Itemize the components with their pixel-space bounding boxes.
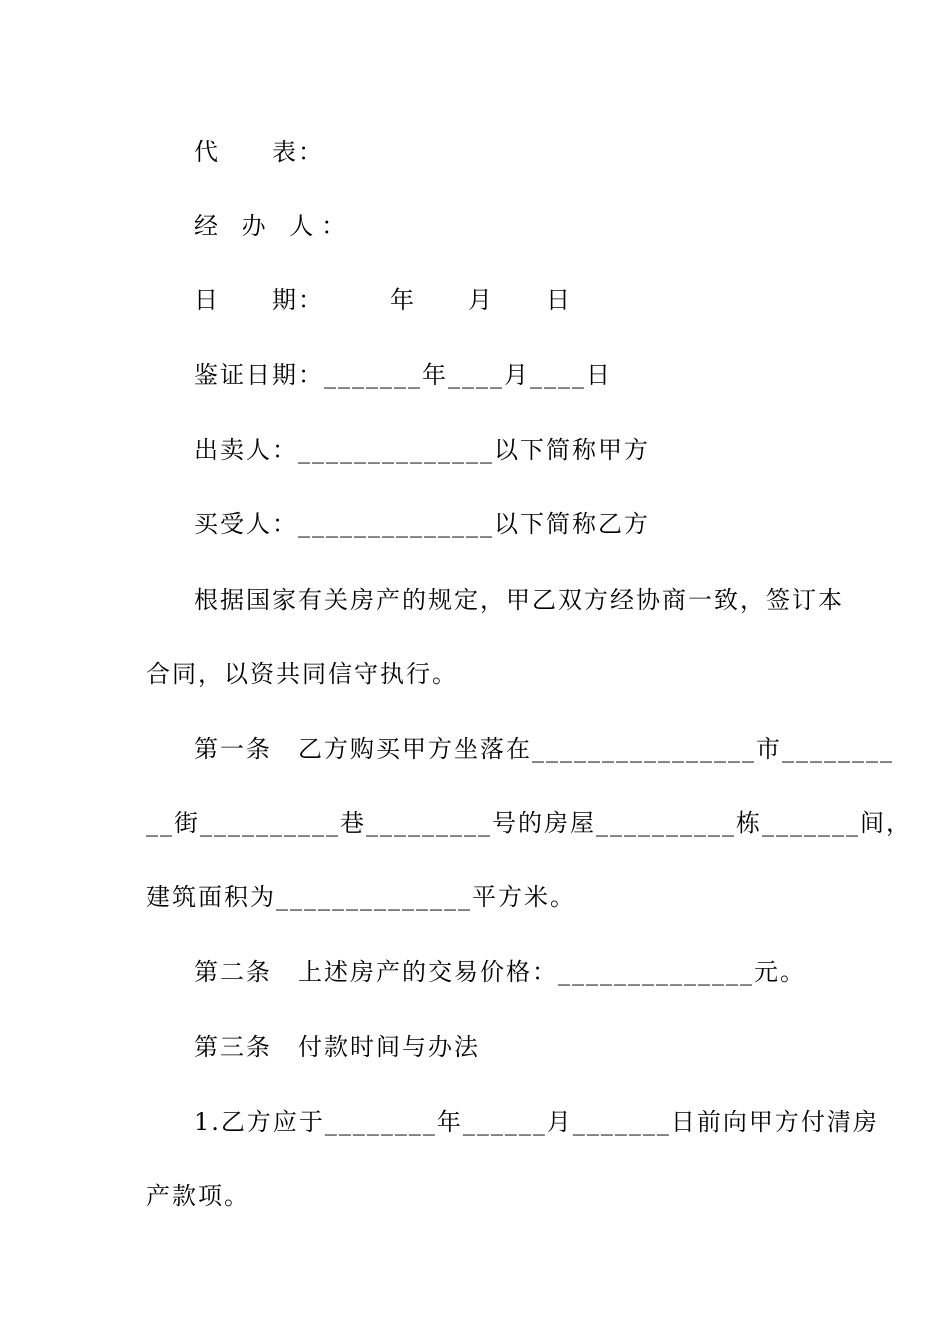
- clause-1-line-2: 产款项。: [146, 1182, 250, 1210]
- verification-date-line: 鉴证日期：_______年____月____日: [194, 361, 612, 389]
- buyer-line: 买受人：______________以下简称乙方: [194, 510, 650, 538]
- article-1-line-2: __街__________巷_________号的房屋__________栋_______间，: [146, 809, 912, 837]
- seller-line: 出卖人：______________以下简称甲方: [194, 436, 650, 464]
- clause-1-line-1: 1.乙方应于________年______月_______日前向甲方付清房: [194, 1108, 879, 1136]
- representative-line: 代 表：: [194, 138, 324, 166]
- article-1-line-3: 建筑面积为______________平方米。: [146, 883, 576, 911]
- preamble-line-1: 根据国家有关房产的规定，甲乙双方经协商一致，签订本: [194, 586, 844, 614]
- article-2-line: 第二条 上述房产的交易价格：______________元。: [194, 958, 806, 986]
- date-line: 日 期： 年 月 日: [194, 286, 572, 314]
- preamble-line-2: 合同，以资共同信守执行。: [146, 660, 458, 688]
- article-1-line-1: 第一条 乙方购买甲方坐落在________________市________: [194, 735, 894, 763]
- article-3-heading: 第三条 付款时间与办法: [194, 1033, 480, 1061]
- handler-line: 经 办 人：: [194, 212, 354, 240]
